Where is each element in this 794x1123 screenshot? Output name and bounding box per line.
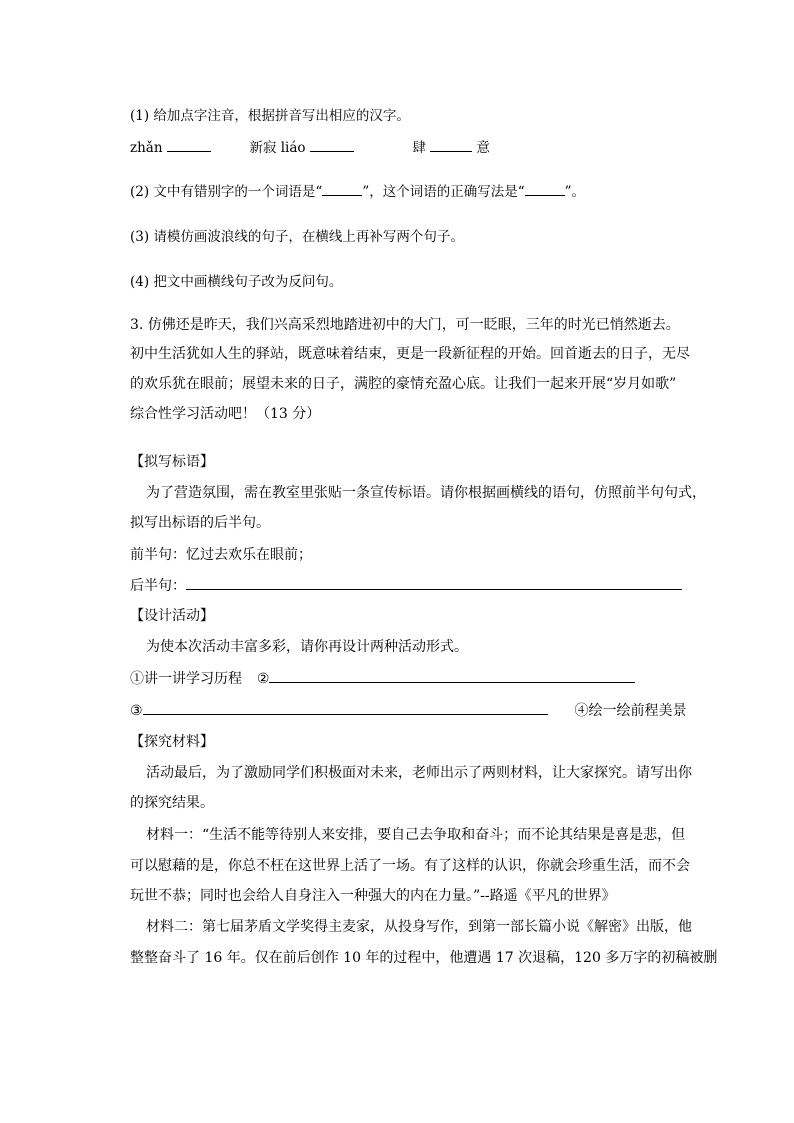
activity-row-1 <box>130 668 635 688</box>
q2-sub1: (1) 给加点字注音，根据拼音写出相应的汉字。 <box>130 108 410 124</box>
slogan-heading: 【拟写标语】 <box>130 454 214 470</box>
activity-para-1: 为使本次活动丰富多彩，请你再设计两种活动形式。 <box>146 639 468 655</box>
pinyin-item-3-prefix: 肆 <box>412 140 426 156</box>
q2-sub2 <box>130 180 585 200</box>
explore-heading: 【探究材料】 <box>130 734 214 750</box>
wrong-word-blank[interactable] <box>322 181 362 196</box>
activity-item-3-label: ③ <box>130 703 143 719</box>
q2-sub2-part-a: (2) 文中有错别字的一个词语是“ <box>130 184 323 200</box>
pinyin-item-1-blank[interactable] <box>167 137 211 152</box>
explore-para-1: 活动最后，为了激励同学们积极面对未来，老师出示了两则材料，让大家探究。请写出你 <box>146 765 692 781</box>
slogan-para-1: 为了营造氛围，需在教室里张贴一条宣传标语。请你根据画横线的语句，仿照前半句句式， <box>146 485 706 501</box>
material-2-line-1: 材料二：第七届茅盾文学奖得主麦家，从投身写作，到第一部长篇小说《解密》出版，他 <box>146 919 692 935</box>
pinyin-item-2-prefix: 新寂 liáo <box>249 140 306 156</box>
activity-item-2-blank[interactable] <box>269 668 635 683</box>
pinyin-item-1-prefix: zhǎn <box>130 140 163 156</box>
slogan-para-2: 拟写出标语的后半句。 <box>130 515 270 531</box>
explore-para-2: 的探究结果。 <box>130 795 214 811</box>
q2-sub2-part-c: ”。 <box>564 184 586 200</box>
q2-sub4: (4) 把文中画横线句子改为反问句。 <box>130 274 343 290</box>
activity-heading: 【设计活动】 <box>130 608 214 624</box>
q2-sub2-part-b: ”，这个词语的正确写法是“ <box>362 184 525 200</box>
q3-line-3: 的欢乐犹在眼前；展望未来的日子，满腔的豪情充盈心底。让我们一起来开展“岁月如歌” <box>130 376 677 392</box>
correct-word-blank[interactable] <box>525 181 565 196</box>
q2-sub3: (3) 请模仿画波浪线的句子，在横线上再补写两个句子。 <box>130 229 464 245</box>
material-2-line-2: 整整奋斗了 16 年。仅在前后创作 10 年的过程中，他遭遇 17 次退稿，120 多万字的初稿被删 <box>130 950 718 966</box>
q3-line-1: 3. 仿佛还是昨天，我们兴高采烈地踏进初中的大门，可一眨眼，三年的时光已悄然逝去。 <box>130 317 680 333</box>
material-1-line-1: 材料一：“生活不能等待别人来安排，要自己去争取和奋斗；而不论其结果是喜是悲，但 <box>146 827 686 843</box>
activity-item-3-blank[interactable] <box>143 700 548 715</box>
activity-item-4: ④绘一绘前程美景 <box>574 703 687 719</box>
slogan-second-half-row <box>130 575 682 595</box>
q3-line-4: 综合性学习活动吧！（13 分） <box>130 406 321 422</box>
activity-row-2 <box>130 700 686 720</box>
pinyin-item-2-blank[interactable] <box>310 137 354 152</box>
activity-item-1: ①讲一讲学习历程 <box>130 671 242 687</box>
slogan-second-half-label: 后半句： <box>130 578 186 594</box>
q3-line-2: 初中生活犹如人生的驿站，既意味着结束，更是一段新征程的开始。回首逝去的日子，无尽 <box>130 346 690 362</box>
pinyin-row <box>130 136 490 156</box>
slogan-second-half-blank[interactable] <box>186 575 682 590</box>
material-1-line-2: 可以慰藉的是，你总不枉在这世界上活了一场。有了这样的认识，你就会珍重生活，而不会 <box>130 858 690 874</box>
activity-item-2-label: ② <box>256 671 270 687</box>
pinyin-item-3-blank[interactable] <box>430 137 472 152</box>
slogan-first-half: 前半句：忆过去欢乐在眼前； <box>130 547 312 563</box>
material-1-line-3: 玩世不恭；同时也会给人自身注入一种强大的内在力量。”--路遥《平凡的世界》 <box>130 888 616 904</box>
pinyin-item-3-suffix: 意 <box>476 140 491 156</box>
